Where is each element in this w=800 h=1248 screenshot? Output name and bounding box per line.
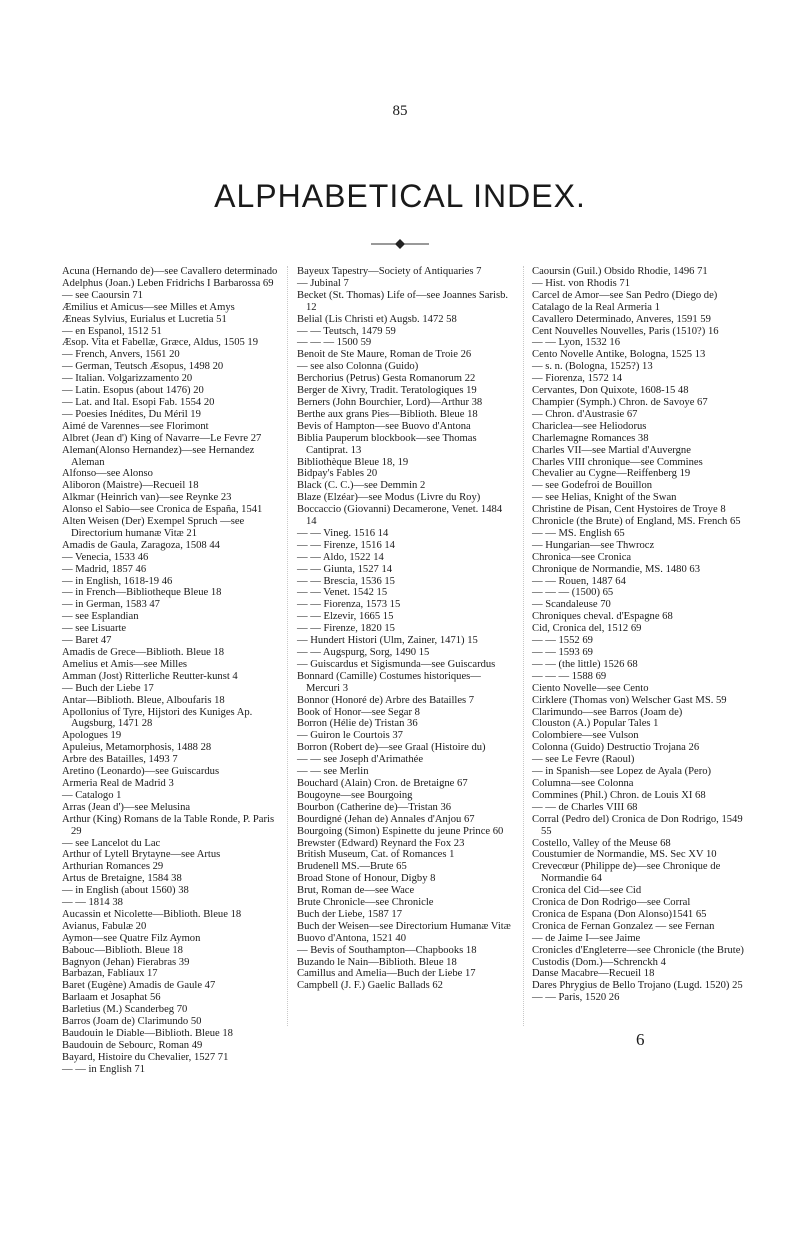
index-entry: — — see Merlin bbox=[297, 766, 369, 778]
index-entry: — Bevis of Southampton—Chapbooks 18 bbox=[297, 944, 477, 956]
index-entry: Cavallero Determinado, Anveres, 1591 59 bbox=[532, 313, 711, 325]
page-number: 85 bbox=[392, 103, 408, 119]
index-entry: — see Lancelot du Lac bbox=[62, 837, 161, 849]
index-entry: — Guiscardus et Sigismunda—see Guiscardus bbox=[297, 658, 496, 670]
index-entry: — Scandaleuse 70 bbox=[532, 599, 611, 611]
index-entry: — — see Joseph d'Arimathée bbox=[297, 754, 424, 766]
index-entry: — de Jaime I—see Jaime bbox=[532, 932, 641, 944]
index-entry: — see Esplandian bbox=[62, 611, 139, 623]
column-divider bbox=[523, 266, 524, 1026]
index-entry: — in German, 1583 47 bbox=[62, 599, 160, 611]
index-entry: Columna—see Colonna bbox=[532, 777, 634, 789]
index-entry: Benoit de Ste Maure, Roman de Troie 26 bbox=[297, 349, 472, 361]
index-entry: — — de Charles VIII 68 bbox=[532, 801, 638, 813]
index-entry: — German, Teutsch Æsopus, 1498 20 bbox=[62, 361, 224, 373]
index-entry: Charlemagne Romances 38 bbox=[532, 432, 649, 444]
index-entry: Barletius (M.) Scanderbeg 70 bbox=[62, 1004, 188, 1016]
index-entry: Alten Weisen (Der) Exempel Spruch —see Directorium humanæ Vitæ 21 bbox=[62, 516, 245, 539]
index-entry: Baudouin le Diable—Biblioth. Bleue 18 bbox=[62, 1028, 233, 1039]
index-entry: Apologues 19 bbox=[62, 730, 122, 742]
index-entry: Buovo d'Antona, 1521 40 bbox=[297, 932, 407, 944]
index-entry: Becket (St. Thomas) Life of—see Joannes Sarisb. 12 bbox=[297, 289, 509, 313]
index-entry: Blaze (Elzéar)—see Modus (Livre du Roy) bbox=[297, 492, 481, 504]
index-entry: Coustumier de Normandie, MS. Sec XV 10 bbox=[532, 849, 717, 861]
index-entry: — s. n. (Bologna, 1525?) 13 bbox=[532, 361, 653, 373]
index-entry: — see Le Fevre (Raoul) bbox=[532, 754, 635, 766]
index-entry: Cronica de Don Rodrigo—see Corral bbox=[532, 897, 691, 909]
index-entry: — in French—Bibliotheque Bleue 18 bbox=[62, 587, 222, 599]
index-entry: — Chron. d'Austrasie 67 bbox=[532, 408, 638, 420]
index-entry: Boccaccio (Giovanni) Decamerone, Venet. 1484 14 bbox=[297, 504, 503, 528]
index-entry: — in English (about 1560) 38 bbox=[62, 885, 189, 897]
index-entry: — — Teutsch, 1479 59 bbox=[297, 325, 396, 337]
index-entry: Berthe aux grans Pies—Biblioth. Bleue 18 bbox=[297, 408, 478, 420]
index-entry: Cirklere (Thomas von) Welscher Gast MS. 59 bbox=[532, 694, 727, 706]
index-entry: Colonna (Guido) Destructio Trojana 26 bbox=[532, 742, 700, 754]
index-entry: — Guiron le Courtois 37 bbox=[297, 730, 403, 742]
index-entry: Danse Macabre—Recueil 18 bbox=[532, 968, 655, 980]
index-entry: Camillus and Amelia—Buch der Liebe 17 bbox=[297, 968, 476, 980]
index-entry: — in English, 1618-19 46 bbox=[62, 575, 173, 587]
index-entry: Cronica del Cid—see Cid bbox=[532, 885, 642, 897]
index-entry: Amadis de Gaula, Zaragoza, 1508 44 bbox=[62, 539, 220, 551]
index-entry: Charles VIII chronique—see Commines bbox=[532, 456, 703, 468]
index-entry: Amman (Jost) Ritterliche Reutter-kunst 4 bbox=[62, 670, 238, 682]
index-entry: Catalago de la Real Armeria 1 bbox=[532, 301, 660, 313]
index-entry: Borron (Robert de)—see Graal (Histoire du) bbox=[297, 742, 486, 754]
index-entry: Æmilius et Amicus—see Milles et Amys bbox=[62, 301, 235, 313]
index-entry: Biblia Pauperum blockbook—see Thomas Cantiprat. 13 bbox=[297, 432, 477, 456]
index-entry: — see Caoursin 71 bbox=[62, 289, 143, 301]
index-entry: Aucassin et Nicolette—Biblioth. Bleue 18 bbox=[62, 908, 242, 920]
index-entry: Alfonso—see Alonso bbox=[62, 468, 153, 480]
index-entry: — — Venet. 1542 15 bbox=[297, 587, 388, 599]
index-entry: Black (C. C.)—see Demmin 2 bbox=[297, 480, 426, 492]
index-entry: Bonnard (Camille) Costumes historiques—Mercuri 3 bbox=[297, 670, 481, 694]
index-column-1 bbox=[62, 266, 280, 1076]
index-entry: Chronica—see Cronica bbox=[532, 551, 632, 563]
index-entry: Colombiere—see Vulson bbox=[532, 730, 639, 742]
index-entry: Ciento Novelle—see Cento bbox=[532, 682, 649, 694]
index-entry: Caoursin (Guil.) Obsido Rhodie, 1496 71 bbox=[532, 266, 708, 277]
index-entry: Artus de Bretaigne, 1584 38 bbox=[62, 873, 182, 885]
index-entry: — Italian. Volgarizzamento 20 bbox=[62, 373, 193, 385]
index-entry: Acuna (Hernando de)—see Cavallero determinado bbox=[62, 266, 278, 277]
index-entry: Bidpay's Fables 20 bbox=[297, 468, 378, 480]
index-entry: — Catalogo 1 bbox=[62, 789, 122, 801]
index-entry: — — Vineg. 1516 14 bbox=[297, 527, 389, 539]
index-entry: — — — 1500 59 bbox=[297, 337, 372, 349]
index-entry: Arbre des Batailles, 1493 7 bbox=[62, 754, 178, 766]
index-entry: Buch der Weisen—see Directorium Humanæ Vitæ bbox=[297, 920, 511, 932]
index-entry: Chronique de Normandie, MS. 1480 63 bbox=[532, 563, 701, 575]
index-entry: — — 1593 69 bbox=[532, 647, 593, 658]
index-entry: — — 1552 69 bbox=[532, 635, 593, 647]
index-entry: — — Firenze, 1820 15 bbox=[297, 623, 395, 635]
index-entry: — Jubinal 7 bbox=[297, 277, 349, 289]
index-entry: Bourgoing (Simon) Espinette du jeune Prince 60 bbox=[297, 825, 504, 837]
index-entry: — Hungarian—see Thwrocz bbox=[532, 539, 655, 551]
column-divider bbox=[287, 266, 288, 1026]
index-entry: Chroniques cheval. d'Espagne 68 bbox=[532, 611, 673, 623]
index-entry: Arthurian Romances 29 bbox=[62, 861, 164, 873]
index-entry: Clouston (A.) Popular Tales 1 bbox=[532, 718, 659, 730]
page-title: ALPHABETICAL INDEX. bbox=[214, 178, 586, 214]
index-entry: — Latin. Esopus (about 1476) 20 bbox=[62, 385, 204, 397]
index-entry: — French, Anvers, 1561 20 bbox=[62, 349, 180, 361]
index-entry: Æneas Sylvius, Eurialus et Lucretia 51 bbox=[62, 313, 227, 325]
index-entry: — Fiorenza, 1572 14 bbox=[532, 373, 623, 385]
index-entry: Avianus, Fabulæ 20 bbox=[62, 920, 147, 932]
index-entry: Bibliothèque Bleue 18, 19 bbox=[297, 456, 409, 468]
index-entry: — — Aldo, 1522 14 bbox=[297, 551, 384, 563]
index-entry: Barlaam et Josaphat 56 bbox=[62, 992, 161, 1004]
index-entry: — — Lyon, 1532 16 bbox=[532, 337, 620, 349]
index-entry: Babouc—Biblioth. Bleue 18 bbox=[62, 944, 183, 956]
index-entry: Cid, Cronica del, 1512 69 bbox=[532, 623, 642, 635]
index-entry: Berners (John Bourchier, Lord)—Arthur 38 bbox=[297, 396, 483, 408]
index-entry: Brut, Roman de—see Wace bbox=[297, 885, 415, 897]
index-entry: — — Rouen, 1487 64 bbox=[532, 575, 626, 587]
index-entry: Apuleius, Metamorphosis, 1488 28 bbox=[62, 742, 212, 754]
index-entry: — Venecia, 1533 46 bbox=[62, 551, 149, 563]
index-entry: Bougoyne—see Bourgoing bbox=[297, 789, 413, 801]
signature-mark: 6 bbox=[636, 1030, 645, 1049]
index-entry: Bayard, Histoire du Chevalier, 1527 71 bbox=[62, 1051, 229, 1063]
index-entry: — Poesies Inédites, Du Méril 19 bbox=[62, 408, 201, 420]
index-entry: Aleman(Alonso Hernandez)—see Hernandez Aleman bbox=[62, 444, 255, 468]
index-entry: Chevalier au Cygne—Reiffenberg 19 bbox=[532, 468, 691, 480]
index-entry: Alonso el Sabio—see Cronica de España, 1541 bbox=[62, 504, 263, 516]
index-entry: Cento Novelle Antike, Bologna, 1525 13 bbox=[532, 349, 706, 361]
index-entry: Crevecœur (Philippe de)—see Chronique de Normandie 64 bbox=[532, 861, 721, 885]
index-entry: — — Fiorenza, 1573 15 bbox=[297, 599, 401, 611]
index-entry: — Lat. and Ital. Esopi Fab. 1554 20 bbox=[62, 396, 215, 408]
index-entry: — — — (1500) 65 bbox=[532, 587, 614, 599]
index-entry: Arthur (King) Romans de la Table Ronde, P. Paris 29 bbox=[62, 813, 275, 837]
index-entry: — — in English 71 bbox=[62, 1063, 145, 1075]
index-entry: Armeria Real de Madrid 3 bbox=[62, 777, 174, 789]
index-entry: Belial (Lis Christi et) Augsb. 1472 58 bbox=[297, 313, 457, 325]
index-entry: — Baret 47 bbox=[62, 635, 112, 647]
index-entry: Campbell (J. F.) Gaelic Ballads 62 bbox=[297, 980, 443, 992]
index-entry: Chariclea—see Heliodorus bbox=[532, 420, 647, 432]
index-entry: Brudenell MS.—Brute 65 bbox=[297, 861, 407, 873]
index-entry: Buzando le Nain—Biblioth. Bleue 18 bbox=[297, 956, 457, 968]
index-entry: Bayeux Tapestry—Society of Antiquaries 7 bbox=[297, 266, 482, 277]
index-entry: Baret (Eugène) Amadis de Gaule 47 bbox=[62, 980, 216, 992]
index-entry: Chronicle (the Brute) of England, MS. French 65 bbox=[532, 516, 741, 528]
index-entry: Apollonius of Tyre, Hijstori des Kuniges Ap. Augsburg, 1471 28 bbox=[62, 706, 253, 730]
ornament-divider bbox=[371, 237, 429, 251]
index-entry: Bouchard (Alain) Cron. de Bretaigne 67 bbox=[297, 777, 468, 789]
index-entry: — see also Colonna (Guido) bbox=[297, 361, 419, 373]
index-entry: Arras (Jean d')—see Melusina bbox=[62, 801, 191, 813]
index-entry: Custodis (Dom.)—Schrenckh 4 bbox=[532, 956, 666, 968]
index-entry: — see Lisuarte bbox=[62, 623, 127, 635]
index-entry: Aimé de Varennes—see Florimont bbox=[62, 420, 209, 432]
index-entry: Aymon—see Quatre Filz Aymon bbox=[62, 932, 201, 944]
index-entry: Bourdigné (Jehan de) Annales d'Anjou 67 bbox=[297, 813, 475, 825]
index-entry: — — Giunta, 1527 14 bbox=[297, 563, 393, 575]
index-entry: Berger de Xivry, Tradit. Teratologiques 19 bbox=[297, 385, 477, 397]
index-entry: Borron (Hélie de) Tristan 36 bbox=[297, 718, 418, 730]
index-entry: British Museum, Cat. of Romances 1 bbox=[297, 849, 455, 861]
index-entry: Cronicles d'Engleterre—see Chronicle (the Brute) bbox=[532, 944, 744, 956]
index-entry: — — — 1588 69 bbox=[532, 670, 607, 682]
index-entry: Barbazan, Fabliaux 17 bbox=[62, 968, 158, 980]
index-entry: Carcel de Amor—see San Pedro (Diego de) bbox=[532, 289, 718, 301]
index-entry: Cent Nouvelles Nouvelles, Paris (1510?) 16 bbox=[532, 325, 719, 337]
index-entry: Albret (Jean d') King of Navarre—Le Fevre 27 bbox=[62, 432, 262, 444]
index-entry: Champier (Symph.) Chron. de Savoye 67 bbox=[532, 396, 708, 408]
index-entry: — Hundert Histori (Ulm, Zainer, 1471) 15 bbox=[297, 635, 478, 647]
index-entry: — — Paris, 1520 26 bbox=[532, 992, 620, 1004]
index-entry: Broad Stone of Honour, Digby 8 bbox=[297, 873, 436, 885]
index-entry: Christine de Pisan, Cent Hystoires de Troye 8 bbox=[532, 504, 726, 516]
index-entry: — see Godefroi de Bouillon bbox=[532, 480, 653, 492]
index-entry: Arthur of Lytell Brytayne—see Artus bbox=[62, 849, 221, 861]
index-entry: — — 1814 38 bbox=[62, 897, 123, 909]
index-entry: Alkmar (Heinrich van)—see Reynke 23 bbox=[62, 492, 232, 504]
index-entry: Clarimundo—see Barros (Joam de) bbox=[532, 706, 683, 718]
index-entry: Antar—Biblioth. Bleue, Alboufaris 18 bbox=[62, 694, 225, 706]
index-entry: Costello, Valley of the Meuse 68 bbox=[532, 837, 671, 849]
index-entry: Buch der Liebe, 1587 17 bbox=[297, 908, 403, 920]
index-entry: Aretino (Leonardo)—see Guiscardus bbox=[62, 766, 220, 778]
index-entry: Bagnyon (Jehan) Fierabras 39 bbox=[62, 956, 190, 968]
index-entry: — en Espanol, 1512 51 bbox=[62, 325, 162, 337]
index-entry: Bourbon (Catherine de)—Tristan 36 bbox=[297, 801, 452, 813]
index-entry: — in Spanish—see Lopez de Ayala (Pero) bbox=[532, 766, 712, 778]
index-entry: — — MS. English 65 bbox=[532, 527, 625, 539]
index-entry: Commines (Phil.) Chron. de Louis XI 68 bbox=[532, 789, 706, 801]
index-entry: — — (the little) 1526 68 bbox=[532, 658, 638, 670]
index-entry: Brewster (Edward) Reynard the Fox 23 bbox=[297, 837, 465, 849]
index-column-2 bbox=[297, 266, 515, 992]
index-entry: Corral (Pedro del) Cronica de Don Rodrigo, 1549 55 bbox=[532, 813, 743, 837]
index-entry: Amadis de Grece—Biblioth. Bleue 18 bbox=[62, 647, 225, 658]
index-entry: Aliboron (Maistre)—Recueil 18 bbox=[62, 480, 199, 492]
index-entry: Bonnor (Honoré de) Arbre des Batailles 7 bbox=[297, 694, 475, 706]
index-entry: — — Elzevir, 1665 15 bbox=[297, 611, 394, 623]
index-entry: Book of Honor—see Segar 8 bbox=[297, 706, 420, 718]
index-entry: Brute Chronicle—see Chronicle bbox=[297, 897, 434, 909]
index-entry: — — Firenze, 1516 14 bbox=[297, 539, 395, 551]
index-entry: Cronica de Fernan Gonzalez — see Fernan bbox=[532, 920, 715, 932]
index-entry: — Buch der Liebe 17 bbox=[62, 682, 154, 694]
index-entry: Berchorius (Petrus) Gesta Romanorum 22 bbox=[297, 373, 476, 385]
index-entry: Adelphus (Joan.) Leben Fridrichs I Barbarossa 69 bbox=[62, 277, 274, 289]
index-entry: Dares Phrygius de Bello Trojano (Lugd. 1520) 25 bbox=[532, 980, 743, 992]
index-entry: — — Brescia, 1536 15 bbox=[297, 575, 395, 587]
index-entry: — Madrid, 1857 46 bbox=[62, 563, 147, 575]
index-entry: Cervantes, Don Quixote, 1608-15 48 bbox=[532, 385, 689, 397]
index-column-3 bbox=[532, 266, 750, 1004]
index-entry: — Hist. von Rhodis 71 bbox=[532, 277, 631, 289]
index-entry: Barros (Joam de) Clarimundo 50 bbox=[62, 1016, 202, 1028]
index-entry: Cronica de Espana (Don Alonso)1541 65 bbox=[532, 908, 707, 920]
index-entry: Baudouin de Sebourc, Roman 49 bbox=[62, 1039, 203, 1051]
index-entry: Charles VII—see Martial d'Auvergne bbox=[532, 444, 691, 456]
index-entry: Æsop. Vita et Fabellæ, Græce, Aldus, 1505 19 bbox=[62, 337, 259, 349]
index-entry: — — Augspurg, Sorg, 1490 15 bbox=[297, 647, 430, 658]
index-entry: Bevis of Hampton—see Buovo d'Antona bbox=[297, 420, 471, 432]
index-entry: Amelius et Amis—see Milles bbox=[62, 658, 188, 670]
index-entry: — see Helias, Knight of the Swan bbox=[532, 492, 677, 504]
